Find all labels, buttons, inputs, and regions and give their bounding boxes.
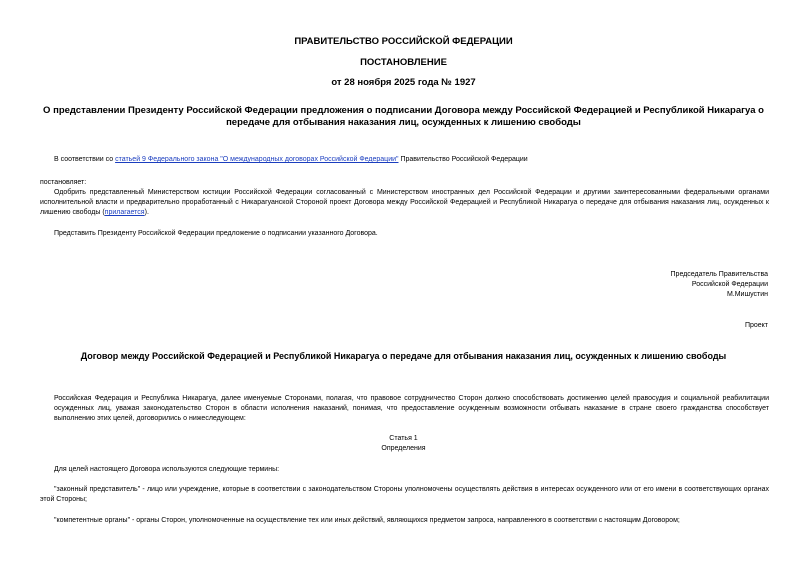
preamble-text-after: Правительство Российской Федерации xyxy=(398,156,528,163)
signature-block xyxy=(528,270,768,300)
signature-organization: Российской Федерации xyxy=(691,281,768,288)
treaty-title: Договор между Российской Федерацией и Республикой Никарагуа о передаче для отбывания наказания лиц, осужденных к лишению свободы xyxy=(80,351,727,361)
term-competent-authorities: "компетентные органы" - органы Сторон, уполномоченные на осуществление тех или иных действий, являющихся предметом запроса, направленного в соответствии с настоящим Договором; xyxy=(54,517,680,524)
treaty-intro-paragraph xyxy=(54,394,769,424)
document-title: О представлении Президенту Российской Федерации предложения о подписании Договора между Российской Федерацией и Республикой Никарагуа о передаче для отбывания наказания лиц, осужденных к лишению свободы xyxy=(43,105,764,128)
preamble-text-before: В соответствии со xyxy=(54,156,116,163)
federal-law-link[interactable]: статьей 9 Федерального закона "О международных договорах Российской Федерации" xyxy=(115,156,399,163)
terms-intro: Для целей настоящего Договора используются следующие термины: xyxy=(54,466,280,473)
document-type-heading: ПОСТАНОВЛЕНИЕ xyxy=(360,57,447,68)
attached-link[interactable]: прилагается xyxy=(104,209,145,216)
date-number-heading: от 28 ноября 2025 года № 1927 xyxy=(331,77,476,88)
article-1-name: Определения xyxy=(381,445,426,452)
preamble-paragraph xyxy=(54,155,774,165)
term-legal-representative: "законный представитель" - лицо или учреждение, которые в соответствии с законодательством Стороны уполномочены осуществлять действия в интересах осужденного или от его имени в соответствующих органах этой Стороны; xyxy=(40,486,769,503)
draft-label: Проект xyxy=(744,322,768,329)
government-heading: ПРАВИТЕЛЬСТВО РОССИЙСКОЙ ФЕДЕРАЦИИ xyxy=(294,36,513,47)
item-2-paragraph: Представить Президенту Российской Федерации предложение о подписании указанного Договора. xyxy=(54,230,378,237)
item-1-paragraph xyxy=(40,188,769,218)
item-1-text-after: ). xyxy=(144,209,149,216)
article-1-number: Статья 1 xyxy=(389,435,418,442)
treaty-intro-text: Российская Федерация и Республика Никарагуа, далее именуемые Сторонами, полагая, что правовое сотрудничество Сторон должно способствовать достижению целей правосудия и социальной реабилитации осужденных лиц, уважая законодательство Сторон в области исполнения наказаний, понимая, что предоставление осужденным возможности отбывать наказание в стране своего гражданства способствует выполнению этих целей, договорились о нижеследующем: xyxy=(54,395,769,422)
item-1-text: Одобрить представленный Министерством юстиции Российской Федерации согласованный с Министерством иностранных дел Российской Федерации и другими заинтересованными федеральными органами исполнительной власти и предварительно проработанный с Никарагуанской Стороной проект Договора между Российской Федерацией и Республикой Никарагуа о передаче для отбывания наказания лиц, осужденных к лишению свободы ( xyxy=(40,189,769,216)
decides-text: постановляет: xyxy=(40,179,87,186)
signature-name: М.Мишустин xyxy=(726,291,768,298)
signature-position: Председатель Правительства xyxy=(670,271,768,278)
